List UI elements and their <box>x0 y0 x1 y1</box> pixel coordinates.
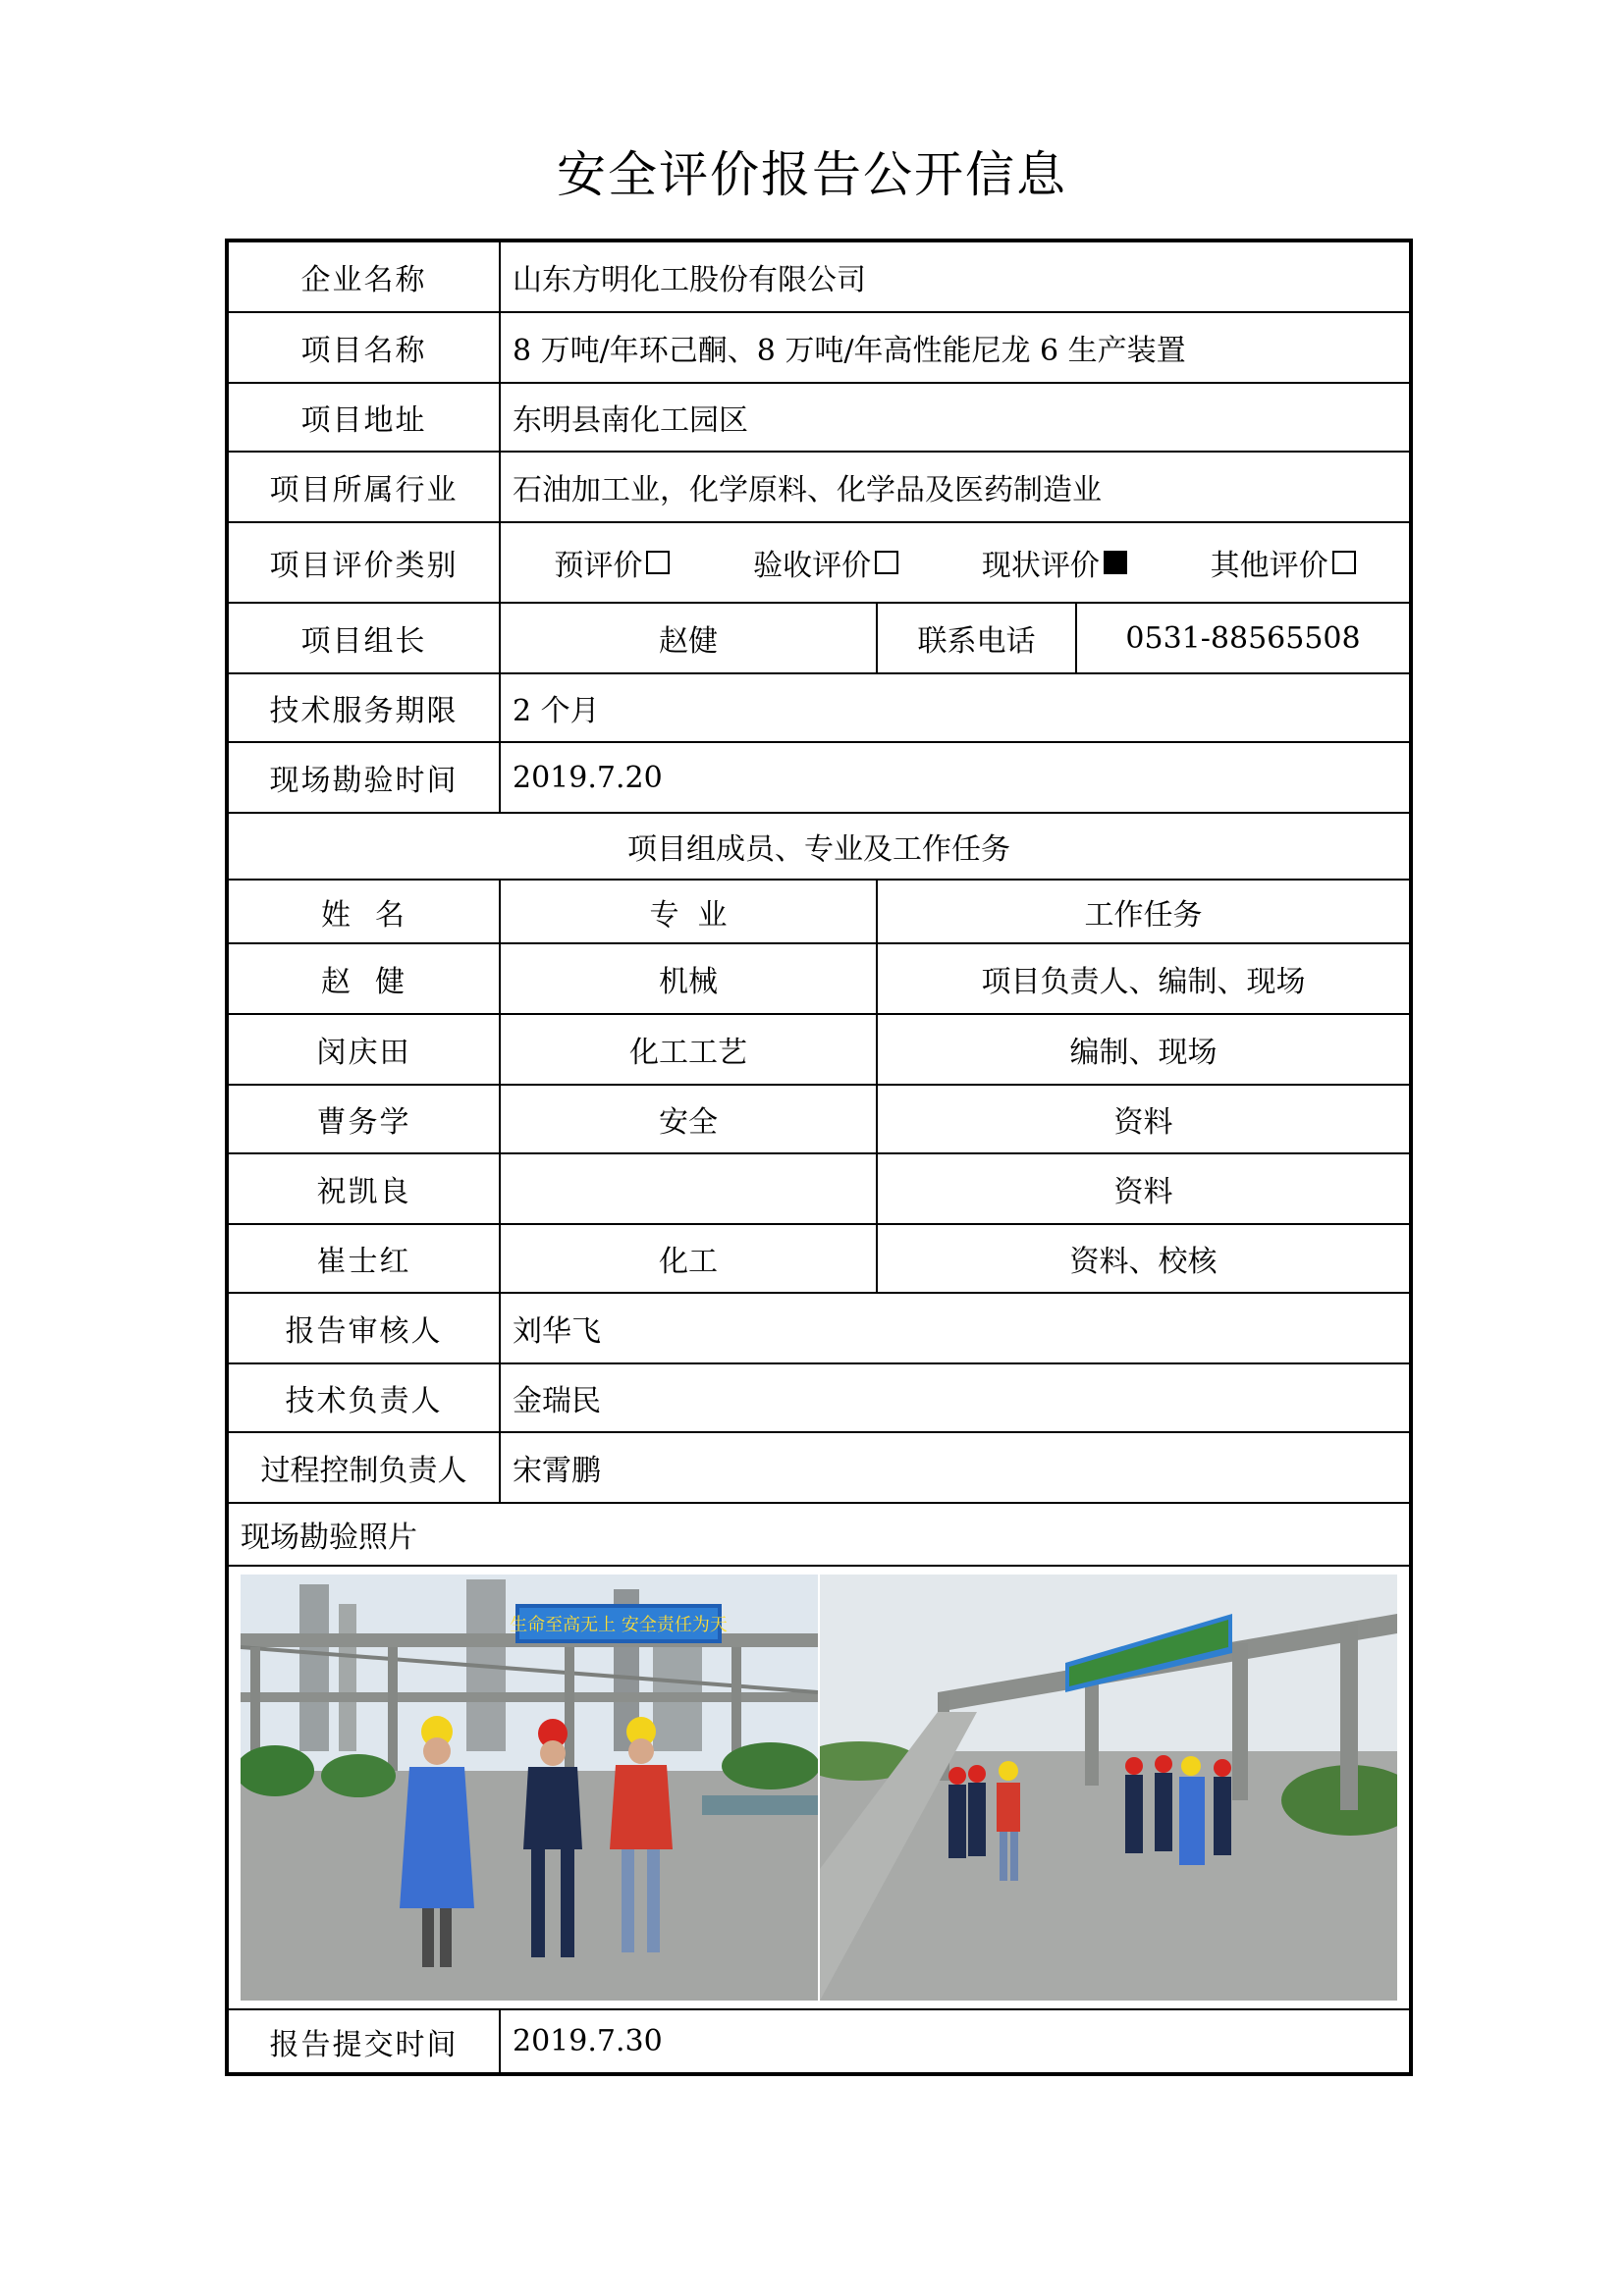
tech-lead-label: 技术负责人 <box>227 1363 500 1432</box>
member-task: 资料 <box>877 1085 1411 1153</box>
members-header-row <box>227 880 1411 943</box>
report-table <box>225 239 1413 2076</box>
submit-time-row <box>227 2009 1411 2074</box>
eval-type-options <box>500 522 1411 603</box>
company-label: 企业名称 <box>227 240 500 312</box>
leader-label: 项目组长 <box>227 603 500 673</box>
member-name: 崔士红 <box>227 1224 500 1293</box>
service-period-row <box>227 673 1411 742</box>
member-major <box>500 1153 877 1224</box>
photos-row <box>227 1566 1411 2009</box>
col-name-header: 姓 名 <box>227 880 500 943</box>
process-lead-value: 宋霄鹏 <box>500 1432 1411 1503</box>
member-name: 闵庆田 <box>227 1014 500 1085</box>
site-photo-1 <box>241 1575 818 2001</box>
member-task: 资料 <box>877 1153 1411 1224</box>
project-name-label: 项目名称 <box>227 312 500 383</box>
checkbox-checked-icon <box>1104 551 1127 574</box>
member-major: 安全 <box>500 1085 877 1153</box>
member-major: 机械 <box>500 943 877 1014</box>
eval-option-acceptance[interactable] <box>753 541 898 584</box>
tech-lead-value: 金瑞民 <box>500 1363 1411 1432</box>
col-major-header: 专 业 <box>500 880 877 943</box>
eval-option-other-label: 其他评价 <box>1210 549 1328 583</box>
project-address-label: 项目地址 <box>227 383 500 452</box>
survey-time-label: 现场勘验时间 <box>227 742 500 813</box>
service-period-value: 2 个月 <box>500 673 1411 742</box>
eval-type-row <box>227 522 1411 603</box>
checkbox-icon <box>1332 551 1356 574</box>
banner-text: 生命至高无上 安全责任为天 <box>510 1615 728 1635</box>
page-title: 安全评价报告公开信息 <box>557 146 1067 203</box>
industry-row <box>227 452 1411 522</box>
submit-time-value: 2019.7.30 <box>500 2009 1411 2074</box>
eval-option-current-label: 现状评价 <box>981 549 1100 583</box>
eval-option-pre[interactable] <box>554 541 670 584</box>
company-row <box>227 240 1411 312</box>
eval-type-label: 项目评价类别 <box>227 522 500 603</box>
photos-label-row <box>227 1503 1411 1566</box>
eval-option-other[interactable] <box>1211 541 1356 584</box>
industry-value: 石油加工业，化学原料、化学品及医药制造业 <box>500 452 1411 522</box>
member-task: 项目负责人、编制、现场 <box>877 943 1411 1014</box>
members-heading-row <box>227 813 1411 880</box>
project-address-row <box>227 383 1411 452</box>
service-period-label: 技术服务期限 <box>227 673 500 742</box>
reviewer-value: 刘华飞 <box>500 1293 1411 1363</box>
phone-value: 0531-88565508 <box>1076 603 1411 673</box>
survey-time-row <box>227 742 1411 813</box>
member-name: 祝凯良 <box>227 1153 500 1224</box>
member-task: 编制、现场 <box>877 1014 1411 1085</box>
company-value: 山东方明化工股份有限公司 <box>500 240 1411 312</box>
checkbox-icon <box>875 551 898 574</box>
site-photo-1-image <box>241 1575 818 2001</box>
photos-cell <box>227 1566 1411 2009</box>
col-task-header: 工作任务 <box>877 880 1411 943</box>
project-name-row <box>227 312 1411 383</box>
checkbox-icon <box>646 551 670 574</box>
reviewer-row <box>227 1293 1411 1363</box>
table-row <box>227 1085 1411 1153</box>
leader-row <box>227 603 1411 673</box>
project-address-value: 东明县南化工园区 <box>500 383 1411 452</box>
member-major: 化工 <box>500 1224 877 1293</box>
member-name: 赵 健 <box>227 943 500 1014</box>
site-photo-2 <box>820 1575 1397 2001</box>
table-row <box>227 943 1411 1014</box>
phone-label: 联系电话 <box>877 603 1076 673</box>
industry-label: 项目所属行业 <box>227 452 500 522</box>
member-name: 曹务学 <box>227 1085 500 1153</box>
submit-time-label: 报告提交时间 <box>227 2009 500 2074</box>
photos-label: 现场勘验照片 <box>227 1503 1411 1566</box>
tech-lead-row <box>227 1363 1411 1432</box>
site-photo-2-image <box>820 1575 1397 2001</box>
members-heading: 项目组成员、专业及工作任务 <box>227 813 1411 880</box>
table-row <box>227 1014 1411 1085</box>
eval-option-acceptance-label: 验收评价 <box>753 549 872 583</box>
table-row <box>227 1224 1411 1293</box>
survey-time-value: 2019.7.20 <box>500 742 1411 813</box>
process-lead-row <box>227 1432 1411 1503</box>
member-task: 资料、校核 <box>877 1224 1411 1293</box>
leader-name: 赵健 <box>500 603 877 673</box>
table-row <box>227 1153 1411 1224</box>
reviewer-label: 报告审核人 <box>227 1293 500 1363</box>
process-lead-label: 过程控制负责人 <box>227 1432 500 1503</box>
eval-option-pre-label: 预评价 <box>554 549 643 583</box>
project-name-value: 8 万吨/年环己酮、8 万吨/年高性能尼龙 6 生产装置 <box>500 312 1411 383</box>
eval-option-current[interactable] <box>982 541 1127 584</box>
member-major: 化工工艺 <box>500 1014 877 1085</box>
